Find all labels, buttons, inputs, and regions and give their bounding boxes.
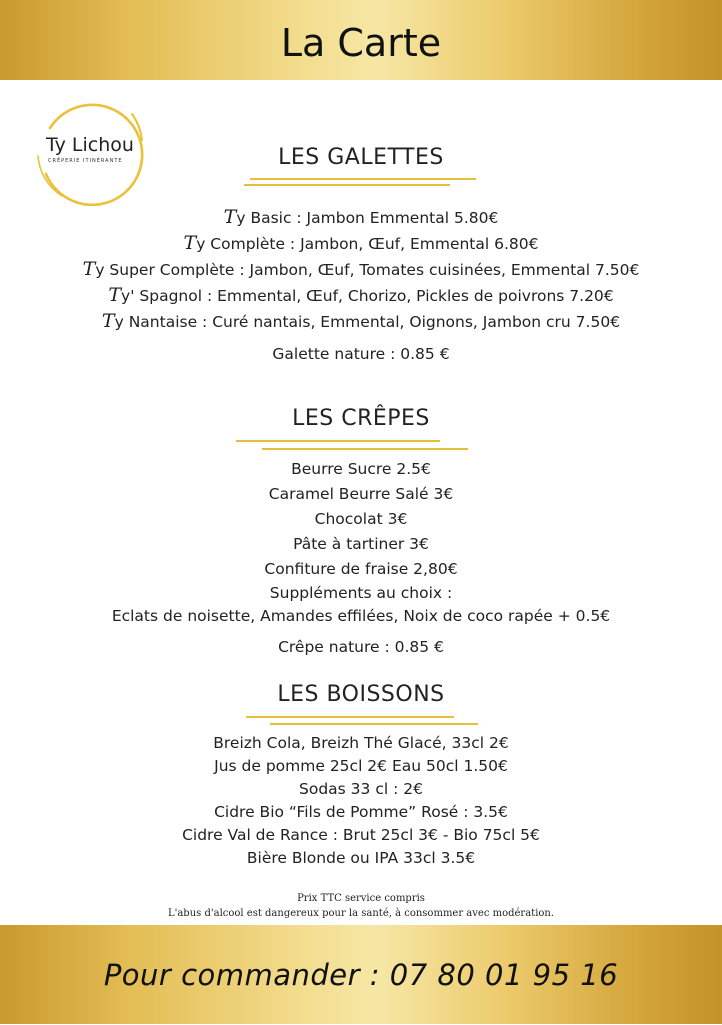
galette-item [0,284,722,306]
ty-prefix: T [108,284,122,306]
galette-item [0,258,722,280]
boisson-item: Jus de pomme 25cl 2€ Eau 50cl 1.50€ [214,757,508,775]
crepes-rule-top [236,440,440,442]
alcohol-note: L'abus d'alcool est dangereux pour la santé, à consommer avec modération. [167,908,555,919]
crepes-title: LES CRÊPES [292,406,430,431]
galette-item-text: y Basic : Jambon Emmental 5.80€ [236,209,499,227]
galette-item [0,206,722,228]
crepes-rule-bottom [262,448,468,450]
galette-item-text: y Complète : Jambon, Œuf, Emmental 6.80€ [196,235,539,253]
logo-name: Ty Lichou [46,134,134,156]
galette-item [0,232,722,254]
boisson-item: Sodas 33 cl : 2€ [299,780,423,798]
crepe-item: Pâte à tartiner 3€ [293,535,429,553]
crepe-item: Chocolat 3€ [314,510,408,528]
boissons-rule-top [246,716,454,718]
galette-item-text: y' Spagnol : Emmental, Œuf, Chorizo, Pickles de poivrons 7.20€ [121,287,614,305]
ty-prefix: T [101,310,115,332]
ty-prefix: T [183,232,197,254]
crepe-supplements: Eclats de noisette, Amandes effilées, Noix de coco rapée + 0.5€ [111,607,611,625]
crepe-supplements-label: Suppléments au choix : [269,584,453,602]
galette-item [0,310,722,332]
galettes-rule-bottom [244,184,450,186]
boisson-item: Bière Blonde ou IPA 33cl 3.5€ [246,849,476,867]
boisson-item: Breizh Cola, Breizh Thé Glacé, 33cl 2€ [213,734,509,752]
boissons-rule-bottom [270,723,478,725]
galette-item-text: y Nantaise : Curé nantais, Emmental, Oignons, Jambon cru 7.50€ [114,313,621,331]
boisson-item: Cidre Bio “Fils de Pomme” Rosé : 3.5€ [214,803,508,821]
ty-prefix: T [82,258,96,280]
galettes-rule-top [250,178,476,180]
footer-band [0,925,722,1024]
page-title: La Carte [280,21,442,65]
galette-item-text: y Super Complète : Jambon, Œuf, Tomates cuisinées, Emmental 7.50€ [95,261,640,279]
boissons-title: LES BOISSONS [277,682,445,707]
boisson-item: Cidre Val de Rance : Brut 25cl 3€ - Bio 75cl 5€ [182,826,540,844]
logo-subtitle: CRÊPERIE ITINÉRANTE [48,158,123,164]
crepe-item: Beurre Sucre 2.5€ [291,460,431,478]
crepe-item: Confiture de fraise 2,80€ [264,560,458,578]
price-note: Prix TTC service compris [297,893,425,904]
galettes-title: LES GALETTES [278,145,444,170]
header-band [0,0,722,80]
order-phone: Pour commander : 07 80 01 95 16 [103,958,619,992]
galette-nature: Galette nature : 0.85 € [272,345,450,363]
crepe-nature: Crêpe nature : 0.85 € [278,638,444,656]
ty-prefix: T [223,206,237,228]
crepe-item: Caramel Beurre Salé 3€ [268,485,454,503]
